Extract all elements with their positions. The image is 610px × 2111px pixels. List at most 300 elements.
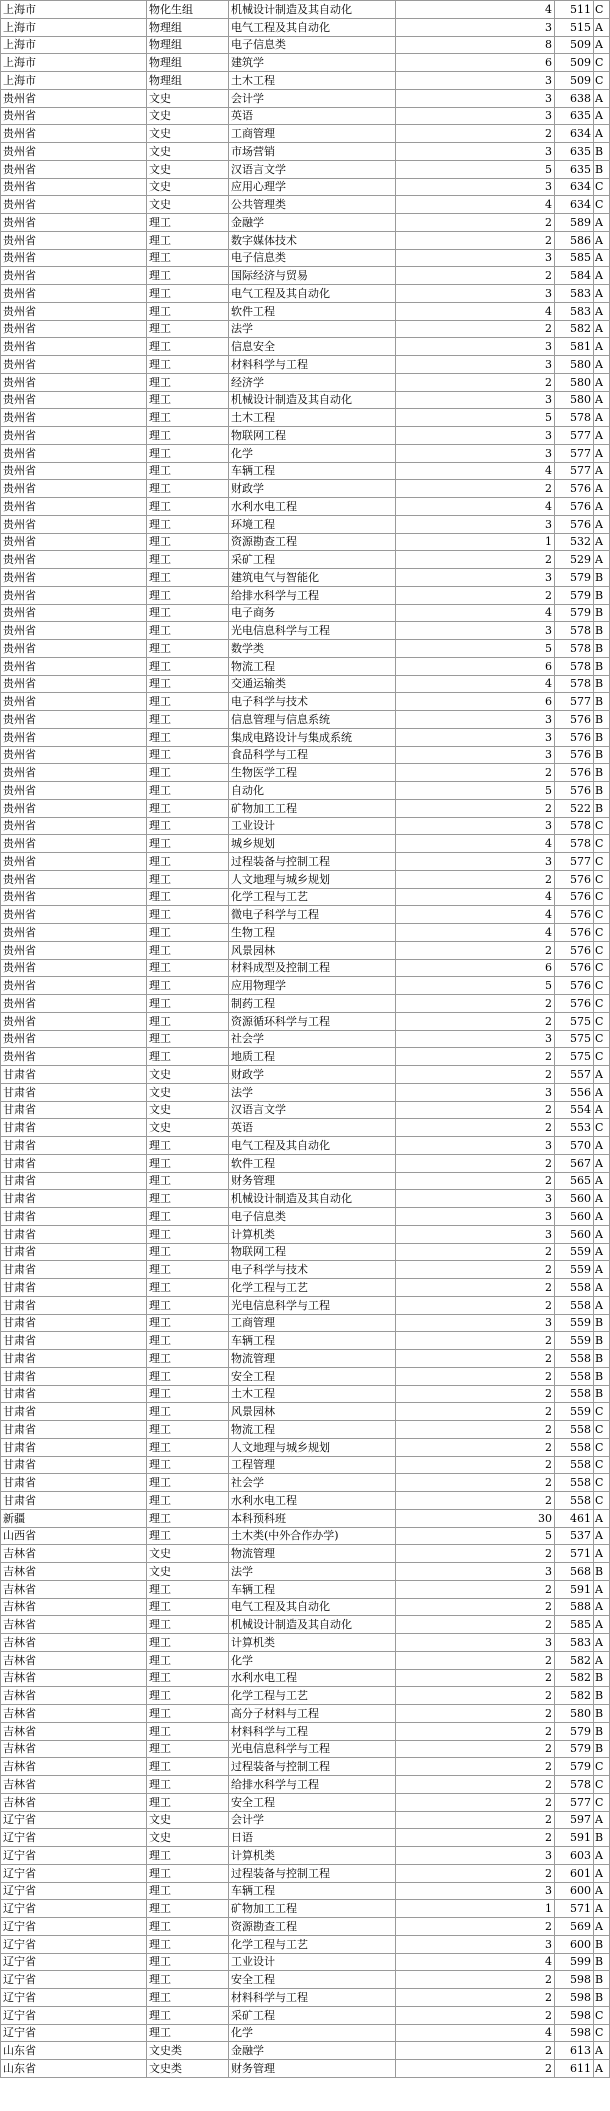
major-cell: 地质工程 bbox=[229, 1048, 396, 1066]
min-score-cell: 576 bbox=[555, 959, 594, 977]
major-cell: 英语 bbox=[229, 107, 396, 125]
grade-cell: B bbox=[594, 657, 610, 675]
min-score-cell: 582 bbox=[555, 1687, 594, 1705]
province-cell: 贵州省 bbox=[1, 782, 147, 800]
plan-count-cell: 2 bbox=[396, 1066, 555, 1084]
major-cell: 水利水电工程 bbox=[229, 1669, 396, 1687]
plan-count-cell: 3 bbox=[396, 178, 555, 196]
major-cell: 建筑电气与智能化 bbox=[229, 569, 396, 587]
category-cell: 理工 bbox=[147, 1740, 229, 1758]
major-cell: 法学 bbox=[229, 1083, 396, 1101]
plan-count-cell: 3 bbox=[396, 249, 555, 267]
province-cell: 贵州省 bbox=[1, 906, 147, 924]
major-cell: 机械设计制造及其自动化 bbox=[229, 391, 396, 409]
category-cell: 物化生组 bbox=[147, 1, 229, 19]
min-score-cell: 576 bbox=[555, 711, 594, 729]
table-row bbox=[1, 143, 610, 161]
category-cell: 理工 bbox=[147, 728, 229, 746]
category-cell: 理工 bbox=[147, 693, 229, 711]
plan-count-cell: 2 bbox=[396, 1243, 555, 1261]
min-score-cell: 579 bbox=[555, 569, 594, 587]
table-row bbox=[1, 1669, 610, 1687]
category-cell: 理工 bbox=[147, 941, 229, 959]
category-cell: 理工 bbox=[147, 1208, 229, 1226]
category-cell: 文史 bbox=[147, 1545, 229, 1563]
min-score-cell: 580 bbox=[555, 373, 594, 391]
min-score-cell: 576 bbox=[555, 888, 594, 906]
province-cell: 贵州省 bbox=[1, 924, 147, 942]
category-cell: 文史 bbox=[147, 178, 229, 196]
major-cell: 车辆工程 bbox=[229, 1580, 396, 1598]
major-cell: 安全工程 bbox=[229, 1793, 396, 1811]
grade-cell: B bbox=[594, 1687, 610, 1705]
grade-cell: A bbox=[594, 1545, 610, 1563]
plan-count-cell: 2 bbox=[396, 1154, 555, 1172]
province-cell: 吉林省 bbox=[1, 1776, 147, 1794]
grade-cell: C bbox=[594, 1, 610, 19]
min-score-cell: 577 bbox=[555, 444, 594, 462]
min-score-cell: 579 bbox=[555, 1722, 594, 1740]
plan-count-cell: 30 bbox=[396, 1509, 555, 1527]
grade-cell: A bbox=[594, 302, 610, 320]
table-row bbox=[1, 1864, 610, 1882]
table-row bbox=[1, 1580, 610, 1598]
plan-count-cell: 2 bbox=[396, 586, 555, 604]
plan-count-cell: 2 bbox=[396, 1296, 555, 1314]
grade-cell: A bbox=[594, 214, 610, 232]
table-row bbox=[1, 1598, 610, 1616]
grade-cell: A bbox=[594, 2042, 610, 2060]
province-cell: 甘肃省 bbox=[1, 1137, 147, 1155]
plan-count-cell: 2 bbox=[396, 1403, 555, 1421]
category-cell: 理工 bbox=[147, 1989, 229, 2007]
plan-count-cell: 3 bbox=[396, 356, 555, 374]
province-cell: 吉林省 bbox=[1, 1616, 147, 1634]
grade-cell: A bbox=[594, 1243, 610, 1261]
min-score-cell: 635 bbox=[555, 107, 594, 125]
min-score-cell: 560 bbox=[555, 1208, 594, 1226]
major-cell: 社会学 bbox=[229, 1030, 396, 1048]
min-score-cell: 509 bbox=[555, 54, 594, 72]
table-row bbox=[1, 373, 610, 391]
table-row bbox=[1, 1119, 610, 1137]
grade-cell: A bbox=[594, 18, 610, 36]
category-cell: 理工 bbox=[147, 1243, 229, 1261]
table-row bbox=[1, 1793, 610, 1811]
province-cell: 贵州省 bbox=[1, 391, 147, 409]
province-cell: 贵州省 bbox=[1, 870, 147, 888]
major-cell: 化学工程与工艺 bbox=[229, 1935, 396, 1953]
table-row bbox=[1, 1634, 610, 1652]
province-cell: 辽宁省 bbox=[1, 1811, 147, 1829]
major-cell: 采矿工程 bbox=[229, 2006, 396, 2024]
table-row bbox=[1, 924, 610, 942]
province-cell: 甘肃省 bbox=[1, 1421, 147, 1439]
table-row bbox=[1, 853, 610, 871]
grade-cell: A bbox=[594, 1190, 610, 1208]
province-cell: 甘肃省 bbox=[1, 1279, 147, 1297]
plan-count-cell: 2 bbox=[396, 2042, 555, 2060]
grade-cell: A bbox=[594, 1527, 610, 1545]
table-row bbox=[1, 54, 610, 72]
plan-count-cell: 2 bbox=[396, 1669, 555, 1687]
min-score-cell: 578 bbox=[555, 640, 594, 658]
min-score-cell: 571 bbox=[555, 1545, 594, 1563]
table-row bbox=[1, 1900, 610, 1918]
grade-cell: A bbox=[594, 498, 610, 516]
table-row bbox=[1, 1509, 610, 1527]
plan-count-cell: 3 bbox=[396, 1882, 555, 1900]
major-cell: 计算机类 bbox=[229, 1225, 396, 1243]
grade-cell: A bbox=[594, 2060, 610, 2078]
min-score-cell: 638 bbox=[555, 89, 594, 107]
table-row bbox=[1, 604, 610, 622]
category-cell: 理工 bbox=[147, 1882, 229, 1900]
major-cell: 人文地理与城乡规划 bbox=[229, 1438, 396, 1456]
major-cell: 物流管理 bbox=[229, 1545, 396, 1563]
min-score-cell: 558 bbox=[555, 1492, 594, 1510]
grade-cell: B bbox=[594, 1953, 610, 1971]
major-cell: 电子信息类 bbox=[229, 36, 396, 54]
min-score-cell: 578 bbox=[555, 622, 594, 640]
major-cell: 工业设计 bbox=[229, 1953, 396, 1971]
major-cell: 法学 bbox=[229, 1563, 396, 1581]
min-score-cell: 560 bbox=[555, 1190, 594, 1208]
province-cell: 吉林省 bbox=[1, 1634, 147, 1652]
min-score-cell: 571 bbox=[555, 1900, 594, 1918]
province-cell: 贵州省 bbox=[1, 444, 147, 462]
major-cell: 资源循环科学与工程 bbox=[229, 1012, 396, 1030]
plan-count-cell: 2 bbox=[396, 870, 555, 888]
plan-count-cell: 5 bbox=[396, 1527, 555, 1545]
min-score-cell: 576 bbox=[555, 995, 594, 1013]
major-cell: 采矿工程 bbox=[229, 551, 396, 569]
major-cell: 社会学 bbox=[229, 1474, 396, 1492]
min-score-cell: 575 bbox=[555, 1012, 594, 1030]
major-cell: 金融学 bbox=[229, 214, 396, 232]
grade-cell: C bbox=[594, 1048, 610, 1066]
category-cell: 理工 bbox=[147, 1190, 229, 1208]
grade-cell: C bbox=[594, 54, 610, 72]
major-cell: 车辆工程 bbox=[229, 1332, 396, 1350]
table-row bbox=[1, 444, 610, 462]
grade-cell: A bbox=[594, 231, 610, 249]
category-cell: 理工 bbox=[147, 1651, 229, 1669]
table-row bbox=[1, 356, 610, 374]
table-row bbox=[1, 1545, 610, 1563]
table-row bbox=[1, 1829, 610, 1847]
category-cell: 理工 bbox=[147, 1048, 229, 1066]
category-cell: 理工 bbox=[147, 1722, 229, 1740]
major-cell: 车辆工程 bbox=[229, 1882, 396, 1900]
table-row bbox=[1, 231, 610, 249]
category-cell: 理工 bbox=[147, 551, 229, 569]
plan-count-cell: 6 bbox=[396, 693, 555, 711]
category-cell: 文史 bbox=[147, 196, 229, 214]
plan-count-cell: 3 bbox=[396, 515, 555, 533]
major-cell: 机械设计制造及其自动化 bbox=[229, 1616, 396, 1634]
plan-count-cell: 4 bbox=[396, 1953, 555, 1971]
table-row bbox=[1, 89, 610, 107]
major-cell: 光电信息科学与工程 bbox=[229, 622, 396, 640]
table-row bbox=[1, 36, 610, 54]
plan-count-cell: 2 bbox=[396, 1971, 555, 1989]
plan-count-cell: 4 bbox=[396, 1, 555, 19]
min-score-cell: 599 bbox=[555, 1953, 594, 1971]
major-cell: 化学 bbox=[229, 2024, 396, 2042]
min-score-cell: 634 bbox=[555, 125, 594, 143]
plan-count-cell: 4 bbox=[396, 924, 555, 942]
table-row bbox=[1, 782, 610, 800]
grade-cell: B bbox=[594, 1989, 610, 2007]
category-cell: 理工 bbox=[147, 1456, 229, 1474]
province-cell: 贵州省 bbox=[1, 941, 147, 959]
table-row bbox=[1, 1438, 610, 1456]
category-cell: 理工 bbox=[147, 1332, 229, 1350]
province-cell: 辽宁省 bbox=[1, 1953, 147, 1971]
province-cell: 甘肃省 bbox=[1, 1172, 147, 1190]
plan-count-cell: 2 bbox=[396, 2006, 555, 2024]
province-cell: 甘肃省 bbox=[1, 1332, 147, 1350]
min-score-cell: 598 bbox=[555, 2024, 594, 2042]
plan-count-cell: 5 bbox=[396, 782, 555, 800]
plan-count-cell: 2 bbox=[396, 125, 555, 143]
min-score-cell: 634 bbox=[555, 196, 594, 214]
province-cell: 吉林省 bbox=[1, 1793, 147, 1811]
plan-count-cell: 3 bbox=[396, 1935, 555, 1953]
table-row bbox=[1, 1083, 610, 1101]
province-cell: 辽宁省 bbox=[1, 1900, 147, 1918]
grade-cell: C bbox=[594, 959, 610, 977]
plan-count-cell: 5 bbox=[396, 409, 555, 427]
table-row bbox=[1, 1350, 610, 1368]
category-cell: 物理组 bbox=[147, 54, 229, 72]
min-score-cell: 576 bbox=[555, 498, 594, 516]
plan-count-cell: 2 bbox=[396, 1261, 555, 1279]
table-row bbox=[1, 569, 610, 587]
grade-cell: B bbox=[594, 143, 610, 161]
province-cell: 贵州省 bbox=[1, 959, 147, 977]
plan-count-cell: 2 bbox=[396, 1474, 555, 1492]
category-cell: 理工 bbox=[147, 782, 229, 800]
min-score-cell: 580 bbox=[555, 1705, 594, 1723]
grade-cell: C bbox=[594, 1758, 610, 1776]
min-score-cell: 577 bbox=[555, 1793, 594, 1811]
category-cell: 理工 bbox=[147, 995, 229, 1013]
province-cell: 贵州省 bbox=[1, 888, 147, 906]
grade-cell: B bbox=[594, 728, 610, 746]
min-score-cell: 585 bbox=[555, 249, 594, 267]
table-row bbox=[1, 1137, 610, 1155]
grade-cell: A bbox=[594, 338, 610, 356]
min-score-cell: 601 bbox=[555, 1864, 594, 1882]
grade-cell: B bbox=[594, 1314, 610, 1332]
category-cell: 理工 bbox=[147, 1793, 229, 1811]
plan-count-cell: 6 bbox=[396, 657, 555, 675]
province-cell: 辽宁省 bbox=[1, 1935, 147, 1953]
category-cell: 理工 bbox=[147, 1971, 229, 1989]
plan-count-cell: 6 bbox=[396, 959, 555, 977]
province-cell: 贵州省 bbox=[1, 1012, 147, 1030]
plan-count-cell: 2 bbox=[396, 231, 555, 249]
grade-cell: C bbox=[594, 178, 610, 196]
min-score-cell: 577 bbox=[555, 853, 594, 871]
province-cell: 新疆 bbox=[1, 1509, 147, 1527]
province-cell: 贵州省 bbox=[1, 320, 147, 338]
grade-cell: C bbox=[594, 1776, 610, 1794]
grade-cell: A bbox=[594, 320, 610, 338]
major-cell: 工商管理 bbox=[229, 125, 396, 143]
table-row bbox=[1, 1456, 610, 1474]
major-cell: 数学类 bbox=[229, 640, 396, 658]
min-score-cell: 558 bbox=[555, 1456, 594, 1474]
major-cell: 土木工程 bbox=[229, 1385, 396, 1403]
min-score-cell: 588 bbox=[555, 1598, 594, 1616]
province-cell: 甘肃省 bbox=[1, 1385, 147, 1403]
province-cell: 贵州省 bbox=[1, 373, 147, 391]
major-cell: 会计学 bbox=[229, 89, 396, 107]
category-cell: 理工 bbox=[147, 231, 229, 249]
plan-count-cell: 2 bbox=[396, 1545, 555, 1563]
min-score-cell: 558 bbox=[555, 1367, 594, 1385]
min-score-cell: 509 bbox=[555, 36, 594, 54]
grade-cell: B bbox=[594, 675, 610, 693]
plan-count-cell: 2 bbox=[396, 214, 555, 232]
major-cell: 电子信息类 bbox=[229, 249, 396, 267]
major-cell: 城乡规划 bbox=[229, 835, 396, 853]
category-cell: 理工 bbox=[147, 427, 229, 445]
min-score-cell: 580 bbox=[555, 356, 594, 374]
category-cell: 文史 bbox=[147, 160, 229, 178]
table-row bbox=[1, 1154, 610, 1172]
grade-cell: C bbox=[594, 1793, 610, 1811]
grade-cell: A bbox=[594, 373, 610, 391]
category-cell: 理工 bbox=[147, 959, 229, 977]
grade-cell: C bbox=[594, 72, 610, 90]
min-score-cell: 575 bbox=[555, 1048, 594, 1066]
table-row bbox=[1, 1243, 610, 1261]
table-row bbox=[1, 622, 610, 640]
grade-cell: A bbox=[594, 1598, 610, 1616]
major-cell: 资源勘查工程 bbox=[229, 1918, 396, 1936]
grade-cell: A bbox=[594, 1066, 610, 1084]
major-cell: 建筑学 bbox=[229, 54, 396, 72]
grade-cell: A bbox=[594, 1154, 610, 1172]
table-row bbox=[1, 1989, 610, 2007]
major-cell: 生物医学工程 bbox=[229, 764, 396, 782]
province-cell: 甘肃省 bbox=[1, 1438, 147, 1456]
province-cell: 甘肃省 bbox=[1, 1456, 147, 1474]
category-cell: 理工 bbox=[147, 1314, 229, 1332]
grade-cell: B bbox=[594, 604, 610, 622]
min-score-cell: 569 bbox=[555, 1918, 594, 1936]
category-cell: 理工 bbox=[147, 1847, 229, 1865]
min-score-cell: 565 bbox=[555, 1172, 594, 1190]
plan-count-cell: 2 bbox=[396, 1332, 555, 1350]
plan-count-cell: 2 bbox=[396, 799, 555, 817]
table-row bbox=[1, 1758, 610, 1776]
min-score-cell: 567 bbox=[555, 1154, 594, 1172]
major-cell: 电子科学与技术 bbox=[229, 693, 396, 711]
plan-count-cell: 2 bbox=[396, 995, 555, 1013]
grade-cell: C bbox=[594, 870, 610, 888]
min-score-cell: 579 bbox=[555, 586, 594, 604]
min-score-cell: 576 bbox=[555, 746, 594, 764]
category-cell: 文史 bbox=[147, 107, 229, 125]
grade-cell: A bbox=[594, 551, 610, 569]
grade-cell: C bbox=[594, 1403, 610, 1421]
plan-count-cell: 4 bbox=[396, 604, 555, 622]
table-row bbox=[1, 1776, 610, 1794]
table-row bbox=[1, 1261, 610, 1279]
table-row bbox=[1, 2042, 610, 2060]
major-cell: 给排水科学与工程 bbox=[229, 586, 396, 604]
plan-count-cell: 2 bbox=[396, 1687, 555, 1705]
major-cell: 化学 bbox=[229, 1651, 396, 1669]
province-cell: 贵州省 bbox=[1, 214, 147, 232]
grade-cell: A bbox=[594, 1137, 610, 1155]
category-cell: 理工 bbox=[147, 675, 229, 693]
plan-count-cell: 3 bbox=[396, 853, 555, 871]
province-cell: 贵州省 bbox=[1, 302, 147, 320]
plan-count-cell: 2 bbox=[396, 1438, 555, 1456]
grade-cell: B bbox=[594, 1705, 610, 1723]
grade-cell: A bbox=[594, 480, 610, 498]
table-row bbox=[1, 302, 610, 320]
plan-count-cell: 2 bbox=[396, 1776, 555, 1794]
category-cell: 理工 bbox=[147, 746, 229, 764]
table-row bbox=[1, 1651, 610, 1669]
grade-cell: A bbox=[594, 1208, 610, 1226]
major-cell: 材料成型及控制工程 bbox=[229, 959, 396, 977]
province-cell: 贵州省 bbox=[1, 231, 147, 249]
major-cell: 矿物加工工程 bbox=[229, 799, 396, 817]
grade-cell: A bbox=[594, 267, 610, 285]
province-cell: 吉林省 bbox=[1, 1687, 147, 1705]
plan-count-cell: 2 bbox=[396, 1740, 555, 1758]
province-cell: 贵州省 bbox=[1, 835, 147, 853]
min-score-cell: 509 bbox=[555, 72, 594, 90]
major-cell: 矿物加工工程 bbox=[229, 1900, 396, 1918]
grade-cell: C bbox=[594, 2024, 610, 2042]
major-cell: 工程管理 bbox=[229, 1456, 396, 1474]
category-cell: 文史 bbox=[147, 1083, 229, 1101]
plan-count-cell: 3 bbox=[396, 107, 555, 125]
min-score-cell: 576 bbox=[555, 977, 594, 995]
min-score-cell: 576 bbox=[555, 782, 594, 800]
min-score-cell: 511 bbox=[555, 1, 594, 19]
major-cell: 国际经济与贸易 bbox=[229, 267, 396, 285]
grade-cell: A bbox=[594, 249, 610, 267]
category-cell: 理工 bbox=[147, 214, 229, 232]
min-score-cell: 597 bbox=[555, 1811, 594, 1829]
major-cell: 物流工程 bbox=[229, 1421, 396, 1439]
major-cell: 汉语言文学 bbox=[229, 160, 396, 178]
plan-count-cell: 3 bbox=[396, 711, 555, 729]
grade-cell: B bbox=[594, 1350, 610, 1368]
table-row bbox=[1, 160, 610, 178]
min-score-cell: 558 bbox=[555, 1350, 594, 1368]
major-cell: 高分子材料与工程 bbox=[229, 1705, 396, 1723]
major-cell: 化学工程与工艺 bbox=[229, 1279, 396, 1297]
major-cell: 集成电路设计与集成系统 bbox=[229, 728, 396, 746]
province-cell: 吉林省 bbox=[1, 1758, 147, 1776]
table-row bbox=[1, 480, 610, 498]
major-cell: 信息管理与信息系统 bbox=[229, 711, 396, 729]
province-cell: 贵州省 bbox=[1, 356, 147, 374]
min-score-cell: 583 bbox=[555, 1634, 594, 1652]
province-cell: 吉林省 bbox=[1, 1740, 147, 1758]
